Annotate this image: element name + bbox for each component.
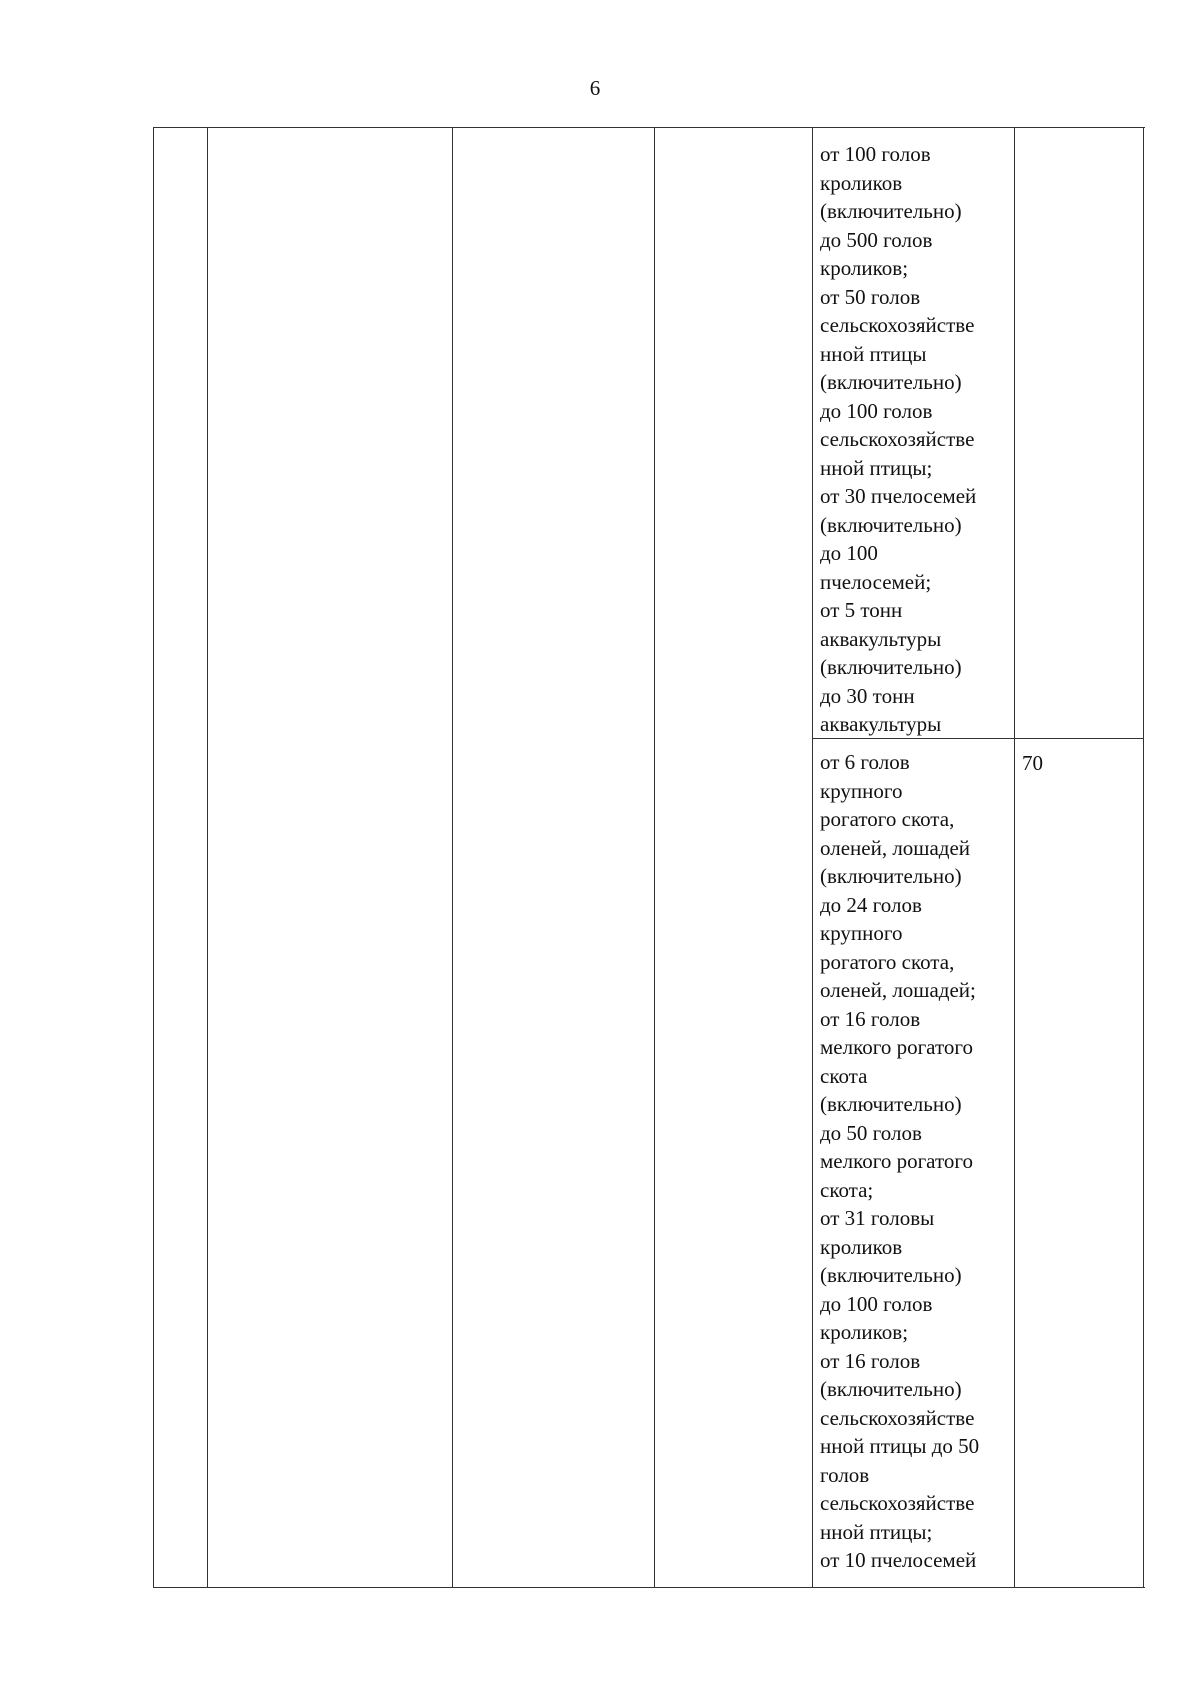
- value-cell: 70: [1022, 751, 1043, 775]
- criteria-cell: от 6 голов крупного рогатого скота, оленей, лошадей (включительно) до 24 голов крупного рогатого скота, оленей, лошадей; от 16 голов мелкого рогатого скота (включительно) до 50 голов мелкого рогатого скота; от 31 головы кроликов (включительно) до 100 голов кроликов; от 16 голов (включительно) сельскохозяйстве нной птицы до 50 голов сельскохозяйстве нной птицы; от 10 пчелосемей: [820, 750, 980, 1572]
- page-number: 6: [589, 76, 601, 100]
- criteria-cell: от 100 голов кроликов (включительно) до 500 голов кроликов; от 50 голов сельскохозяйстве нной птицы (включительно) до 100 голов сельскохозяйстве нной птицы; от 30 пчелосемей (включительно) до 100 пчелосемей; от 5 тонн аквакультуры (включительно) до 30 тонн аквакультуры: [820, 142, 977, 736]
- column-border-1: [153, 127, 154, 1588]
- column-border-7: [1143, 127, 1144, 1588]
- column-border-5: [812, 127, 813, 1588]
- column-border-4: [654, 127, 655, 1588]
- column-border-3: [452, 127, 453, 1588]
- column-border-2: [207, 127, 208, 1588]
